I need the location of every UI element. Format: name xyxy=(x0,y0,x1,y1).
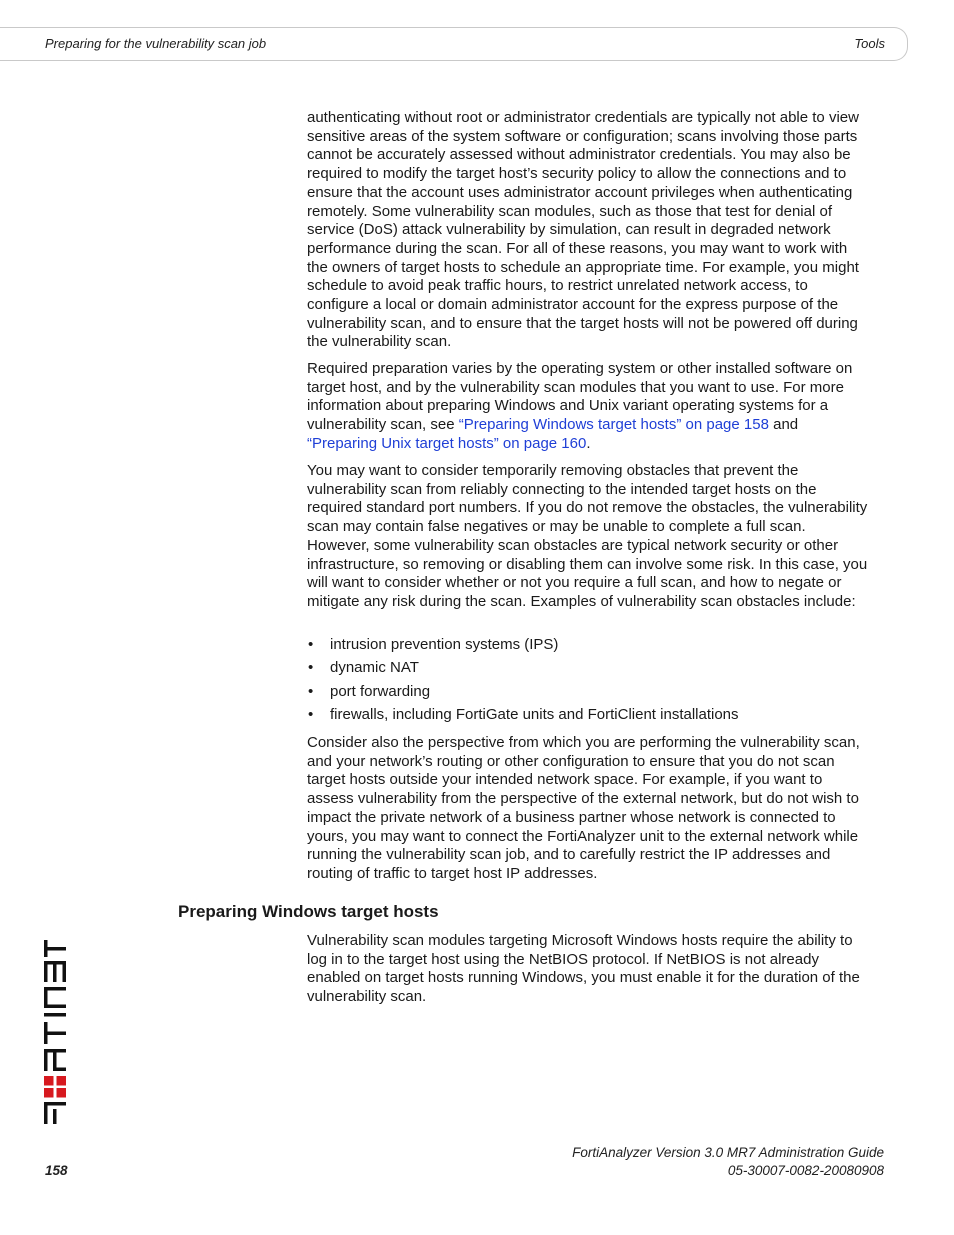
body-paragraph-1 xyxy=(307,109,869,352)
bullet-marker: • xyxy=(308,682,314,700)
list-item xyxy=(307,636,869,659)
body-paragraph-5 xyxy=(307,932,869,1007)
obstacles-list xyxy=(307,636,869,730)
paragraph-text-segment: Required preparation varies by the operating system or other installed software on target host, and by the vulnerability scan modules that you want to use. For more information about preparing Windows and Unix variant operating systems for a vulnerability scan, see xyxy=(307,360,853,434)
link-preparing-unix-target-hosts[interactable]: “Preparing Unix target hosts” on page 160 xyxy=(307,434,587,452)
paragraph-text: Consider also the perspective from which you are performing the vulnerability scan, and your network’s routing or other configuration to ensure that you do not scan target hosts outside your intended network space. For example, if you want to assess vulnerability from the perspective of the external network, but do not wish to impact the private network of a business partner whose network is connected to yours, you may want to connect the FortiAnalyzer unit to the external network while running the vulnerability scan job, and to carefully restrict the IP addresses and routing of traffic to target host IP addresses. xyxy=(307,734,860,882)
header-chapter: Tools xyxy=(854,36,885,51)
list-item-text: dynamic NAT xyxy=(330,659,419,677)
list-item xyxy=(307,706,869,729)
paragraph-text: Vulnerability scan modules targeting Microsoft Windows hosts require the ability to log in to the target host using the NetBIOS protocol. If NetBIOS is not already enabled on target hosts running Windows, you must enable it for the duration of the vulnerability scan. xyxy=(307,932,860,1006)
paragraph-text: authenticating without root or administrator credentials are typically not able to view sensitive areas of the system software or configuration; scans involving those parts cannot be accurately assessed without administrator credentials. You may also be required to modify the target host’s security policy to allow the connections and to ensure that the account uses administrator account privileges when authenticating remotely. Some vulnerability scan modules, such as those that test for denial of service (DoS) attack vulnerability by simulation, can result in degraded network performance during the scan. For all of these reasons, you may want to work with the owners of target hosts to schedule an appropriate time. For example, you might schedule to avoid peak traffic hours, to restrict unrelated network access, to configure a local or domain administrator account for the express purpose of the vulnerability scan, and to ensure that the target hosts will not be powered off during the vulnerability scan. xyxy=(307,109,859,351)
list-item-text: firewalls, including FortiGate units and FortiClient installations xyxy=(330,706,739,724)
paragraph-text xyxy=(307,360,869,454)
footer-doc-number: 05-30007-0082-20080908 xyxy=(727,1163,884,1178)
section-heading: Preparing Windows target hosts xyxy=(178,902,439,921)
body-paragraph-4 xyxy=(307,734,869,884)
paragraph-text: You may want to consider temporarily removing obstacles that prevent the vulnerability scan from reliably connecting to the intended target hosts on the required standard port numbers. If you do not remove the obstacles, the vulnerability scan may contain false negatives or may be unable to complete a full scan. However, some vulnerability scan obstacles are typical network security or other infrastructure, so removing or disabling them can involve some risk. In this case, you will want to consider whether or not you require a full scan, and how to negate or mitigate any risk during the scan. Examples of vulnerability scan obstacles include: xyxy=(307,462,868,610)
fortinet-logo xyxy=(44,940,68,1126)
paragraph-text-segment: and xyxy=(768,416,799,434)
bullet-marker: • xyxy=(308,636,314,653)
link-preparing-windows-target-hosts[interactable]: “Preparing Windows target hosts” on page 158 xyxy=(458,416,769,434)
bullet-marker: • xyxy=(308,659,314,677)
paragraph-text-segment: . xyxy=(586,434,591,452)
list-item xyxy=(307,683,869,706)
body-paragraph-3 xyxy=(307,462,869,612)
list-item-text: intrusion prevention systems (IPS) xyxy=(330,636,559,653)
list-item-text: port forwarding xyxy=(330,682,431,700)
header-section-title: Preparing for the vulnerability scan job xyxy=(45,36,267,51)
list-item xyxy=(307,659,869,682)
footer-guide-title: FortiAnalyzer Version 3.0 MR7 Administration Guide xyxy=(572,1145,884,1160)
body-paragraph-2 xyxy=(307,360,869,454)
page-number: 158 xyxy=(45,1163,68,1178)
bullet-marker: • xyxy=(308,706,314,724)
